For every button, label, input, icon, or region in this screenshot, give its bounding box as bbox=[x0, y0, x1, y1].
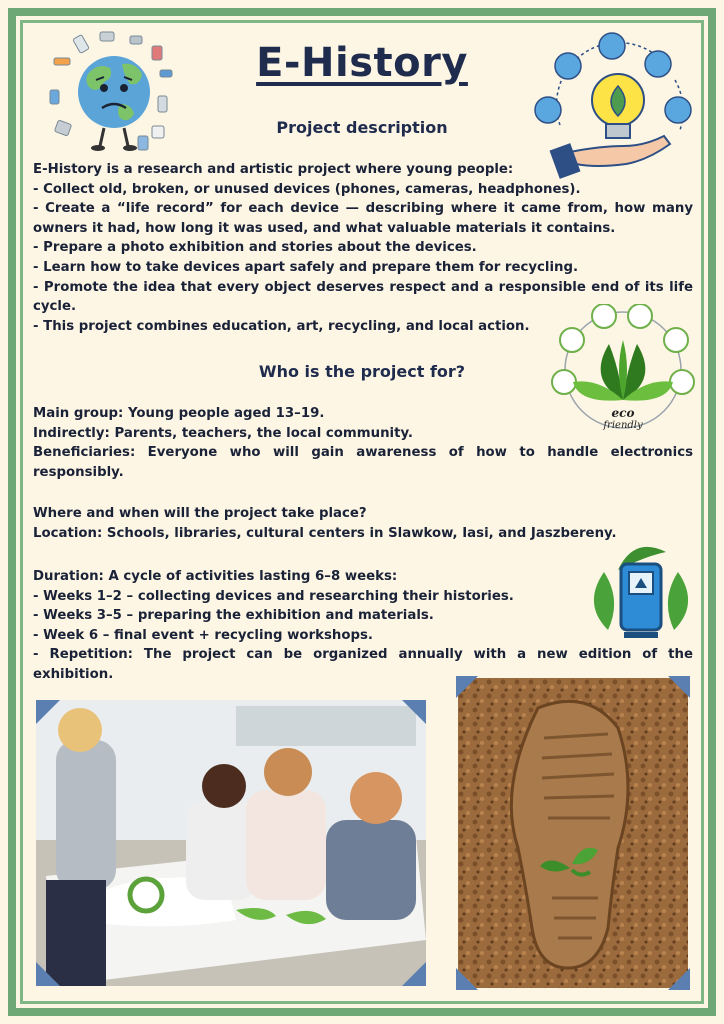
where-line: Where and when will the project take place? bbox=[33, 506, 367, 521]
description-line: - Prepare a photo exhibition and stories about the devices. bbox=[33, 240, 477, 256]
section-heading-description: Project description bbox=[276, 118, 448, 137]
photo-corner-tab bbox=[402, 700, 426, 724]
section-heading-who: Who is the project for? bbox=[258, 362, 466, 381]
duration-line: Duration: A cycle of activities lasting 6–8 weeks: bbox=[33, 569, 398, 584]
photo-corner-tab bbox=[456, 968, 478, 990]
duration-text bbox=[33, 567, 693, 685]
description-line: - This project combines education, art, recycling, and local action. bbox=[33, 318, 530, 334]
description-line: - Collect old, broken, or unused devices (phones, cameras, headphones). bbox=[33, 181, 581, 197]
duration-line: - Weeks 1–2 – collecting devices and researching their histories. bbox=[33, 588, 514, 604]
description-line: - Promote the idea that every object deserves respect and a responsible end of its life cycle. bbox=[33, 279, 693, 315]
who-line: Main group: Young people aged 13–19. bbox=[33, 406, 325, 421]
photo-corner-tab bbox=[456, 676, 478, 698]
duration-line: - Week 6 – final event + recycling workshops. bbox=[33, 627, 373, 643]
description-line: - Learn how to take devices apart safely and prepare them for recycling. bbox=[33, 259, 579, 275]
children-photo bbox=[36, 700, 426, 986]
who-line: Indirectly: Parents, teachers, the local community. bbox=[33, 425, 413, 441]
lightbulb-hand-icon bbox=[530, 30, 700, 180]
who-text bbox=[33, 404, 693, 482]
photo-corner-tab bbox=[36, 962, 60, 986]
where-line: Location: Schools, libraries, cultural centers in Slawkow, Iasi, and Jaszbereny. bbox=[33, 525, 617, 541]
who-line: Beneficiaries: Everyone who will gain awareness of how to handle electronics responsibly. bbox=[33, 445, 693, 480]
footprint-soil-photo bbox=[458, 678, 688, 988]
photo-corner-tab bbox=[36, 700, 60, 724]
photo-corner-tab bbox=[668, 968, 690, 990]
description-line: - Create a “life record” for each device — describing where it came from, how many owners it had, how long it was used, and what valuable materials it contains. bbox=[33, 201, 693, 236]
where-text bbox=[33, 504, 693, 543]
duration-line: - Repetition: The project can be organized annually with a new edition of the exhibition. bbox=[33, 647, 693, 682]
photo-corner-tab bbox=[668, 676, 690, 698]
eco-logo-text-2: friendly bbox=[603, 420, 643, 431]
photo-corner-tab bbox=[402, 962, 426, 986]
description-line: E-History is a research and artistic project where young people: bbox=[33, 162, 514, 177]
page-title: E-History bbox=[256, 40, 468, 86]
duration-line: - Weeks 3–5 – preparing the exhibition and materials. bbox=[33, 608, 434, 624]
eco-logo-text-1: eco bbox=[611, 406, 635, 420]
